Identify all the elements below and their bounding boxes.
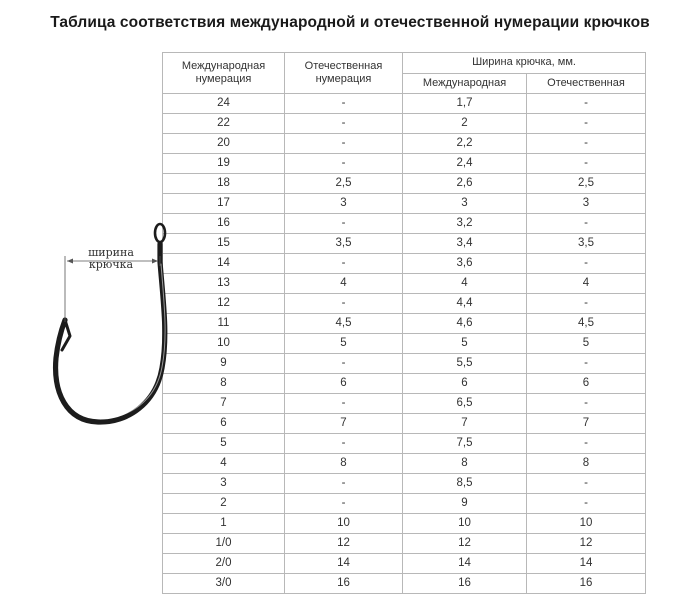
cell-domestic: - <box>285 434 403 454</box>
cell-width-international: 14 <box>403 554 527 574</box>
cell-international: 2 <box>163 494 285 514</box>
table-row <box>163 534 646 554</box>
cell-width-international: 5,5 <box>403 354 527 374</box>
cell-width-international: 3,6 <box>403 254 527 274</box>
table-row <box>163 174 646 194</box>
cell-international: 3/0 <box>163 574 285 594</box>
header-international-numbering: Международная нумерация <box>163 53 285 94</box>
cell-width-domestic: - <box>527 114 646 134</box>
cell-width-international: 5 <box>403 334 527 354</box>
table-row <box>163 574 646 594</box>
cell-width-domestic: 16 <box>527 574 646 594</box>
cell-width-international: 8 <box>403 454 527 474</box>
cell-width-domestic: 8 <box>527 454 646 474</box>
cell-international: 1 <box>163 514 285 534</box>
cell-international: 17 <box>163 194 285 214</box>
table-row <box>163 414 646 434</box>
cell-width-international: 10 <box>403 514 527 534</box>
cell-international: 13 <box>163 274 285 294</box>
cell-domestic: 7 <box>285 414 403 434</box>
cell-international: 9 <box>163 354 285 374</box>
cell-width-domestic: - <box>527 214 646 234</box>
cell-domestic: - <box>285 214 403 234</box>
table-row <box>163 114 646 134</box>
cell-width-domestic: - <box>527 154 646 174</box>
cell-domestic: - <box>285 154 403 174</box>
cell-width-domestic: - <box>527 474 646 494</box>
table-row <box>163 494 646 514</box>
cell-width-domestic: 4 <box>527 274 646 294</box>
cell-width-international: 4 <box>403 274 527 294</box>
cell-domestic: - <box>285 474 403 494</box>
cell-width-international: 8,5 <box>403 474 527 494</box>
table-row <box>163 374 646 394</box>
table-row <box>163 94 646 114</box>
cell-international: 3 <box>163 474 285 494</box>
table-row <box>163 454 646 474</box>
table-row <box>163 154 646 174</box>
cell-width-domestic: - <box>527 94 646 114</box>
table-row <box>163 214 646 234</box>
cell-domestic: 10 <box>285 514 403 534</box>
cell-width-international: 7,5 <box>403 434 527 454</box>
cell-width-domestic: 10 <box>527 514 646 534</box>
cell-domestic: - <box>285 354 403 374</box>
header-width-domestic: Отечественная <box>527 73 646 94</box>
cell-width-domestic: 2,5 <box>527 174 646 194</box>
cell-width-domestic: - <box>527 294 646 314</box>
cell-width-domestic: 5 <box>527 334 646 354</box>
cell-international: 7 <box>163 394 285 414</box>
cell-international: 4 <box>163 454 285 474</box>
table-row <box>163 134 646 154</box>
table-row <box>163 234 646 254</box>
cell-width-international: 7 <box>403 414 527 434</box>
table-row <box>163 434 646 454</box>
cell-international: 2/0 <box>163 554 285 574</box>
hook-barb <box>62 320 70 350</box>
cell-width-international: 3,2 <box>403 214 527 234</box>
cell-domestic: - <box>285 114 403 134</box>
cell-width-international: 2,6 <box>403 174 527 194</box>
cell-width-international: 2 <box>403 114 527 134</box>
cell-domestic: - <box>285 94 403 114</box>
cell-international: 24 <box>163 94 285 114</box>
cell-domestic: - <box>285 294 403 314</box>
table-row <box>163 554 646 574</box>
table-row <box>163 274 646 294</box>
cell-domestic: 4 <box>285 274 403 294</box>
table-row <box>163 314 646 334</box>
cell-width-international: 16 <box>403 574 527 594</box>
cell-international: 22 <box>163 114 285 134</box>
cell-domestic: 12 <box>285 534 403 554</box>
table-body <box>163 94 646 594</box>
header-domestic-numbering: Отечественная нумерация <box>285 53 403 94</box>
cell-domestic: 2,5 <box>285 174 403 194</box>
cell-width-domestic: - <box>527 354 646 374</box>
cell-domestic: 16 <box>285 574 403 594</box>
cell-width-domestic: 7 <box>527 414 646 434</box>
cell-domestic: 3 <box>285 194 403 214</box>
cell-width-international: 1,7 <box>403 94 527 114</box>
cell-width-international: 4,4 <box>403 294 527 314</box>
cell-domestic: - <box>285 394 403 414</box>
cell-width-domestic: - <box>527 394 646 414</box>
cell-domestic: - <box>285 254 403 274</box>
cell-international: 11 <box>163 314 285 334</box>
cell-width-domestic: 12 <box>527 534 646 554</box>
cell-domestic: 6 <box>285 374 403 394</box>
cell-international: 6 <box>163 414 285 434</box>
hook-highlight <box>99 264 165 418</box>
cell-width-domestic: 14 <box>527 554 646 574</box>
cell-width-international: 2,2 <box>403 134 527 154</box>
table-row <box>163 254 646 274</box>
cell-international: 10 <box>163 334 285 354</box>
hook-width-label-line2: крючка <box>88 258 134 271</box>
cell-width-domestic: 3 <box>527 194 646 214</box>
cell-international: 19 <box>163 154 285 174</box>
cell-domestic: 4,5 <box>285 314 403 334</box>
cell-width-domestic: 6 <box>527 374 646 394</box>
header-hook-width: Ширина крючка, мм. <box>403 53 646 74</box>
cell-width-international: 12 <box>403 534 527 554</box>
cell-international: 20 <box>163 134 285 154</box>
hook-width-label <box>66 247 156 271</box>
cell-international: 14 <box>163 254 285 274</box>
cell-width-domestic: 4,5 <box>527 314 646 334</box>
cell-international: 12 <box>163 294 285 314</box>
table-row <box>163 334 646 354</box>
cell-international: 18 <box>163 174 285 194</box>
cell-domestic: - <box>285 494 403 514</box>
cell-international: 15 <box>163 234 285 254</box>
table-row <box>163 194 646 214</box>
cell-international: 5 <box>163 434 285 454</box>
cell-international: 1/0 <box>163 534 285 554</box>
cell-width-international: 6 <box>403 374 527 394</box>
hook-size-table <box>162 52 646 594</box>
cell-width-international: 3 <box>403 194 527 214</box>
cell-domestic: - <box>285 134 403 154</box>
cell-international: 16 <box>163 214 285 234</box>
cell-domestic: 14 <box>285 554 403 574</box>
header-width-international: Международная <box>403 73 527 94</box>
cell-international: 8 <box>163 374 285 394</box>
hook-width-label-line1: ширина <box>88 246 134 259</box>
cell-width-domestic: 3,5 <box>527 234 646 254</box>
cell-width-domestic: - <box>527 494 646 514</box>
table-row <box>163 474 646 494</box>
table-row <box>163 514 646 534</box>
cell-width-international: 2,4 <box>403 154 527 174</box>
cell-width-domestic: - <box>527 254 646 274</box>
cell-width-domestic: - <box>527 134 646 154</box>
table-row <box>163 354 646 374</box>
cell-width-international: 4,6 <box>403 314 527 334</box>
cell-width-domestic: - <box>527 434 646 454</box>
cell-domestic: 3,5 <box>285 234 403 254</box>
cell-domestic: 5 <box>285 334 403 354</box>
table-row <box>163 294 646 314</box>
page-title: Таблица соответствия международной и отечественной нумерации крючков <box>50 14 650 31</box>
cell-width-international: 3,4 <box>403 234 527 254</box>
cell-width-international: 9 <box>403 494 527 514</box>
cell-width-international: 6,5 <box>403 394 527 414</box>
cell-domestic: 8 <box>285 454 403 474</box>
table-row <box>163 394 646 414</box>
